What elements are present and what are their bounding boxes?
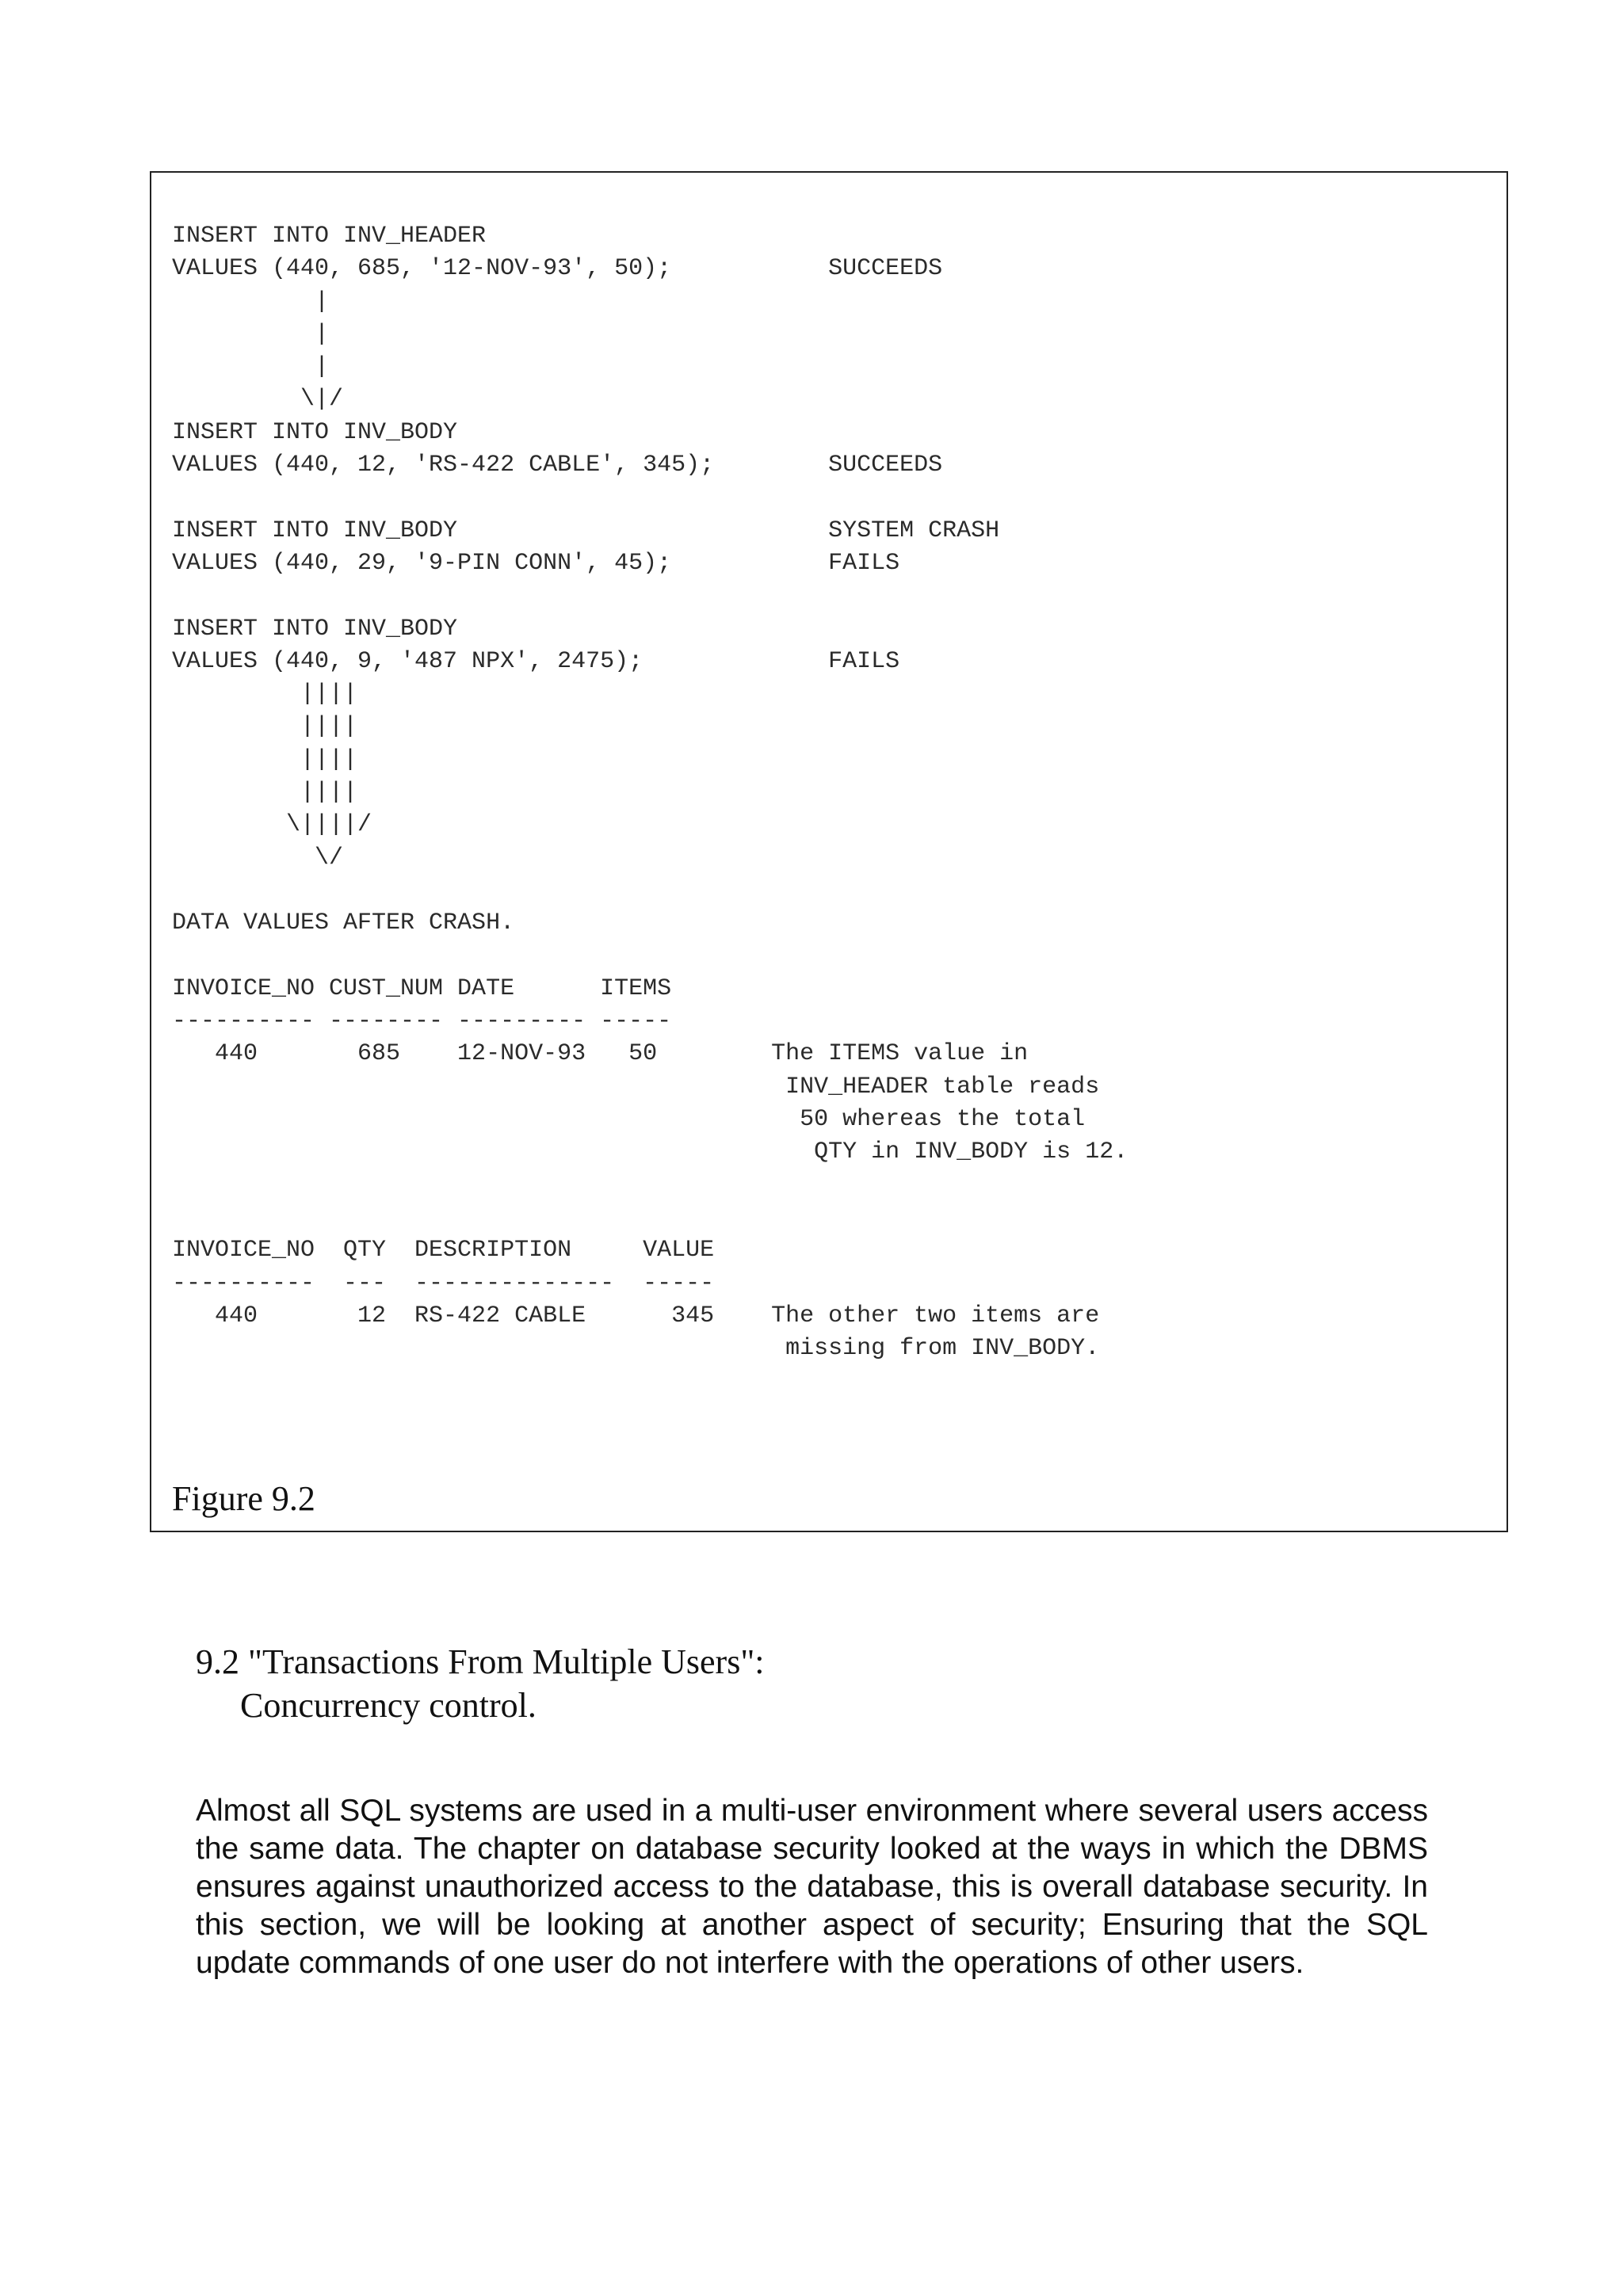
section-heading [196,1640,765,1727]
figure-box [150,171,1508,1532]
figure-caption: Figure 9.2 [172,1479,315,1518]
section-heading-title: 9.2 "Transactions From Multiple Users": [196,1642,765,1681]
section-heading-subtitle: Concurrency control. [240,1686,537,1725]
section-paragraph: Almost all SQL systems are used in a multi-user environment where several users access the same data. The chapter on database security looked at the ways in which the DBMS ensures against unauthorized access to the database, this is overall database security. In this section, we will be looking at another aspect of security; Ensuring that the SQL update commands of one user do not interfere with the operations of other users. [196,1794,1428,1980]
figure-code-listing: INSERT INTO INV_HEADER VALUES (440, 685, '12-NOV-93', 50); SUCCEEDS | | | \|/ INSERT INTO INV_BODY VALUES (440, 12, 'RS-422 CABLE', 345); SUCCEEDS INSERT INTO INV_BODY SYSTEM CRASH VALUES (440, 29, '9-PIN CONN', 45); FAILS INSERT INTO INV_BODY VALUES (440, 9, '487 NPX', 2475); FAILS |||| |||| |||| |||| \||||/ \/ DATA VALUES AFTER CRASH. INVOICE_NO CUST_NUM DATE ITEMS ---------- -------- --------- ----- 440 685 12-NOV-93 50 The ITEMS value in INV_HEADER table reads 50 whereas the total QTY in INV_BODY is 12. INVOICE_NO QTY DESCRIPTION VALUE ---------- --- -------------- ----- 440 12 RS-422 CABLE 345 The other two items are missing from INV_BODY. [172,223,1128,1363]
